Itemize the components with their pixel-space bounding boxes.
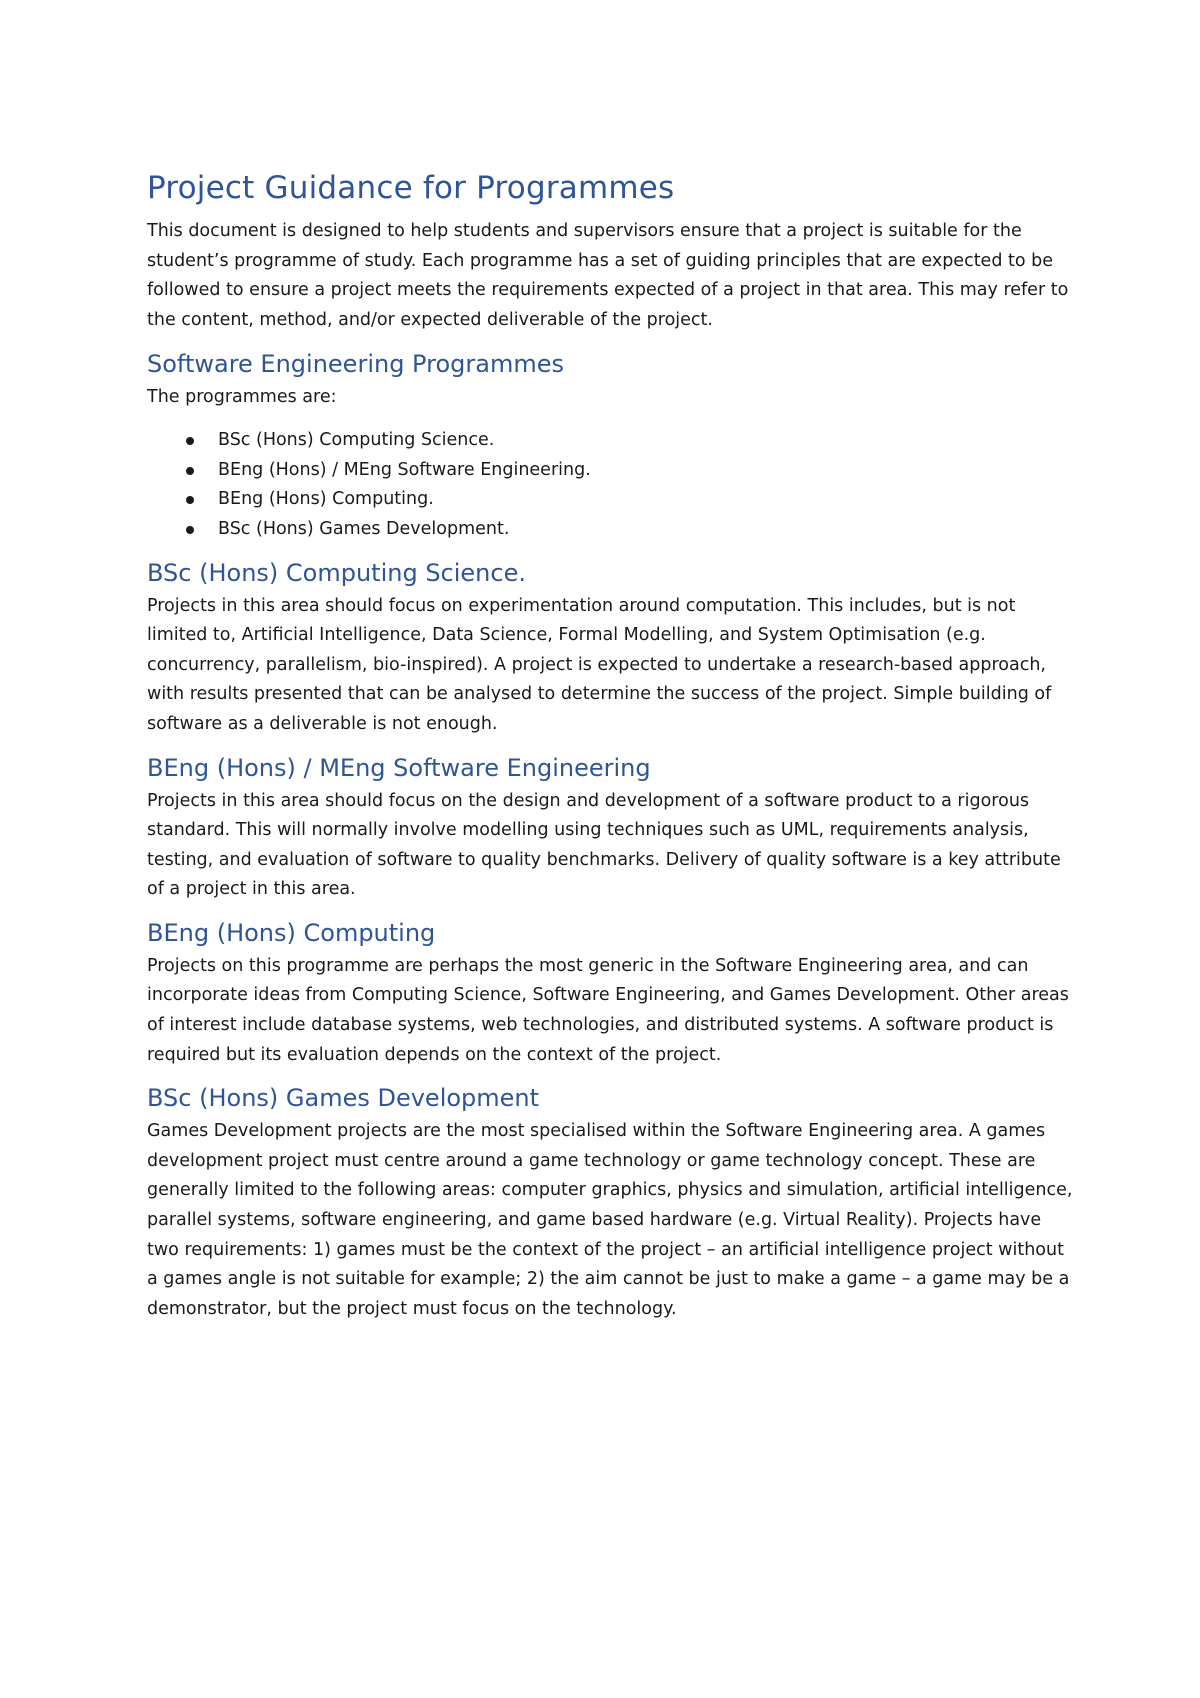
computing-science-section [147,558,1077,740]
section-heading: BSc (Hons) Games Development [147,1084,540,1113]
list-item [147,426,1077,456]
document-page [147,170,1077,1324]
section-body: Projects in this area should focus on experimentation around computation. This includes, but is not limited to, Artificial Intelligence, Data Science, Formal Modelling, and System Optimisation (e.g. concurrency, parallelism, bio-inspired). A project is expected to undertake a research-based approach, with results presented that can be analysed to determine the success of the project. Simple building of software as a deliverable is not enough. [147,595,1052,734]
list-item [147,485,1077,515]
section-heading: BSc (Hons) Computing Science. [147,558,526,587]
bullet-icon [186,437,194,445]
list-item-text: BEng (Hons) Computing. [218,489,434,510]
bullet-icon [186,467,194,475]
section-body: Games Development projects are the most specialised within the Software Engineering area. A games development project must centre around a game technology or game technology concept. These are generally limited to the following areas: computer graphics, physics and simulation, artificial intelligence, parallel systems, software engineering, and game based hardware (e.g. Virtual Reality). Projects have two requirements: 1) games must be the context of the project – an artificial intelligence project without a games angle is not suitable for example; 2) the aim cannot be just to make a game – a game may be a demonstrator, but the project must focus on the technology. [147,1121,1073,1319]
computing-section [147,918,1077,1070]
document-title: Project Guidance for Programmes [147,170,675,206]
software-engineering-degree-section [147,753,1077,905]
section-heading: BEng (Hons) Computing [147,918,436,947]
list-item-text: BEng (Hons) / MEng Software Engineering. [218,459,591,480]
list-item-text: BSc (Hons) Games Development. [218,518,510,539]
bullet-icon [186,526,194,534]
programme-list [147,426,1077,544]
programmes-lead: The programmes are: [147,386,337,407]
games-development-section [147,1083,1077,1324]
section-heading: BEng (Hons) / MEng Software Engineering [147,753,651,782]
software-engineering-section [147,349,1077,545]
section-body: Projects on this programme are perhaps the most generic in the Software Engineering area, and can incorporate ideas from Computing Science, Software Engineering, and Games Development. Other areas of interest include database systems, web technologies, and distributed systems. A software product is required but its evaluation depends on the context of the project. [147,955,1069,1065]
section-heading: Software Engineering Programmes [147,349,564,378]
intro-paragraph: This document is designed to help students and supervisors ensure that a project is suitable for the student’s programme of study. Each programme has a set of guiding principles that are expected to be followed to ensure a project meets the requirements expected of a project in that area. This may refer to the content, method, and/or expected deliverable of the project. [147,221,1069,330]
bullet-icon [186,496,194,504]
section-body: Projects in this area should focus on the design and development of a software product to a rigorous standard. This will normally involve modelling using techniques such as UML, requirements analysis, testing, and evaluation of software to quality benchmarks. Delivery of quality software is a key attribute of a project in this area. [147,790,1061,900]
list-item [147,456,1077,486]
list-item [147,515,1077,545]
list-item-text: BSc (Hons) Computing Science. [218,430,495,451]
